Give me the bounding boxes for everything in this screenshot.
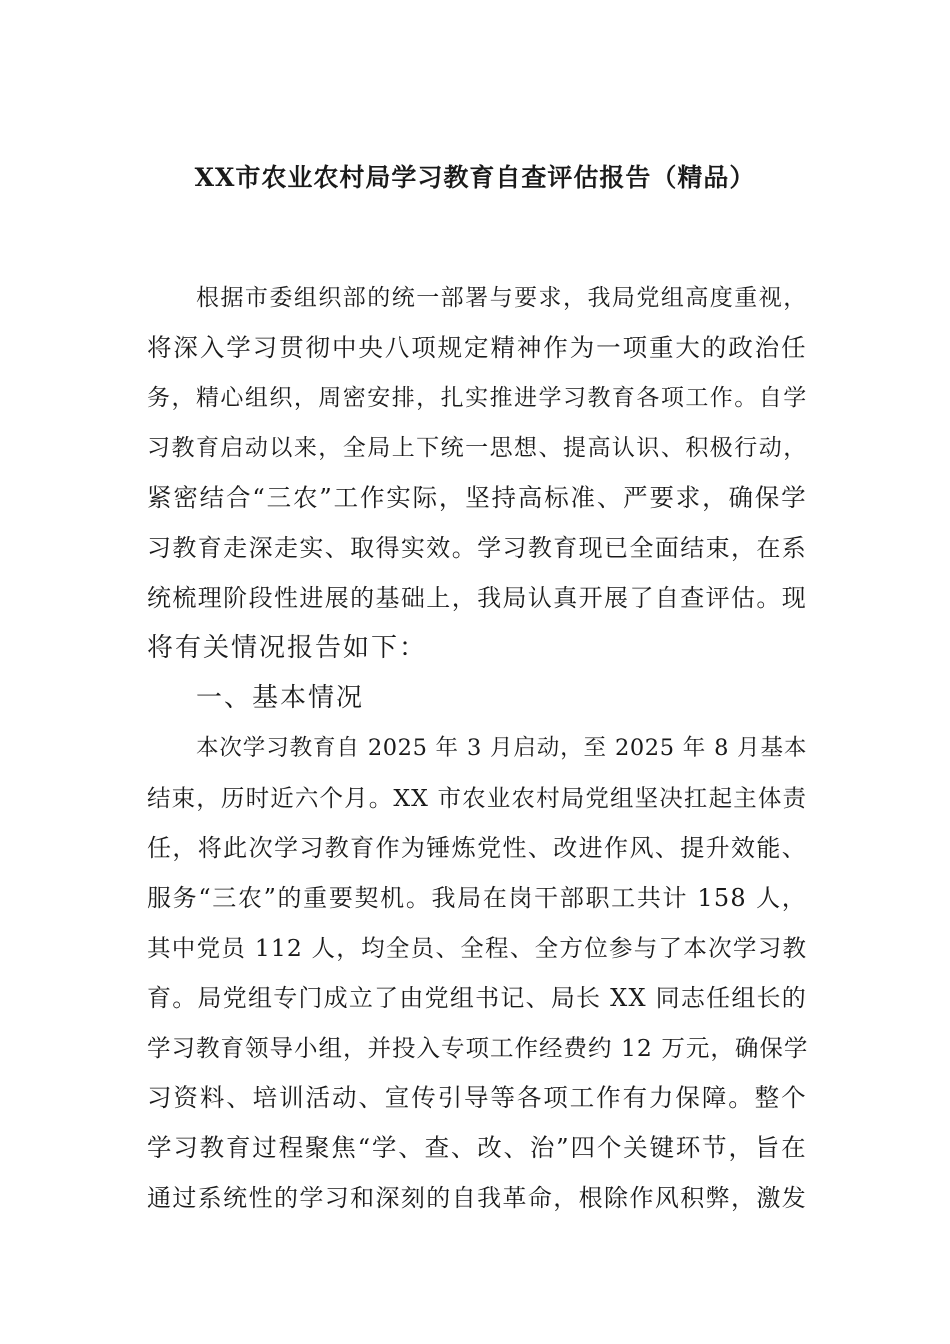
document-title: XX市农业农村局学习教育自查评估报告（精品） [194,163,756,192]
paragraph-line: 服务“三农”的重要契机。我局在岗干部职工共计 158 人， [147,884,807,912]
paragraph-line: 统梳理阶段性进展的基础上，我局认真开展了自查评估。现 [147,584,807,612]
paragraph-line: 学习教育领导小组，并投入专项工作经费约 12 万元，确保学 [147,1034,809,1062]
paragraph-line: 务，精心组织，周密安排，扎实推进学习教育各项工作。自学 [147,385,807,411]
paragraph-line: 将有关情况报告如下： [147,633,428,663]
paragraph-line: 习资料、培训活动、宣传引导等各项工作有力保障。整个 [147,1083,807,1112]
paragraph-line: 学习教育过程聚焦“学、查、改、治”四个关键环节，旨在 [147,1133,807,1162]
paragraph-line: 本次学习教育自 2025 年 3 月启动，至 2025 年 8 月基本 [196,735,807,761]
paragraph-line: 通过系统性的学习和深刻的自我革命，根除作风积弊，激发 [147,1184,807,1212]
paragraph-line: 习教育走深走实、取得实效。学习教育现已全面结束，在系 [147,534,807,562]
paragraph-line: 其中党员 112 人，均全员、全程、全方位参与了本次学习教 [147,934,807,962]
paragraph-line: 紧密结合“三农”工作实际，坚持高标准、严要求，确保学 [147,483,807,512]
paragraph-line: 结束，历时近六个月。XX 市农业农村局党组坚决扛起主体责 [147,784,807,812]
paragraph-line: 根据市委组织部的统一部署与要求，我局党组高度重视， [196,285,807,311]
section-heading: 一、基本情况 [196,683,365,713]
paragraph-line: 育。局党组专门成立了由党组书记、局长 XX 同志任组长的 [147,984,807,1012]
paragraph-line: 将深入学习贯彻中央八项规定精神作为一项重大的政治任 [147,333,807,362]
paragraph-line: 任，将此次学习教育作为锤炼党性、改进作风、提升效能、 [147,834,807,862]
paragraph-line: 习教育启动以来，全局上下统一思想、提高认识、积极行动， [147,435,807,461]
